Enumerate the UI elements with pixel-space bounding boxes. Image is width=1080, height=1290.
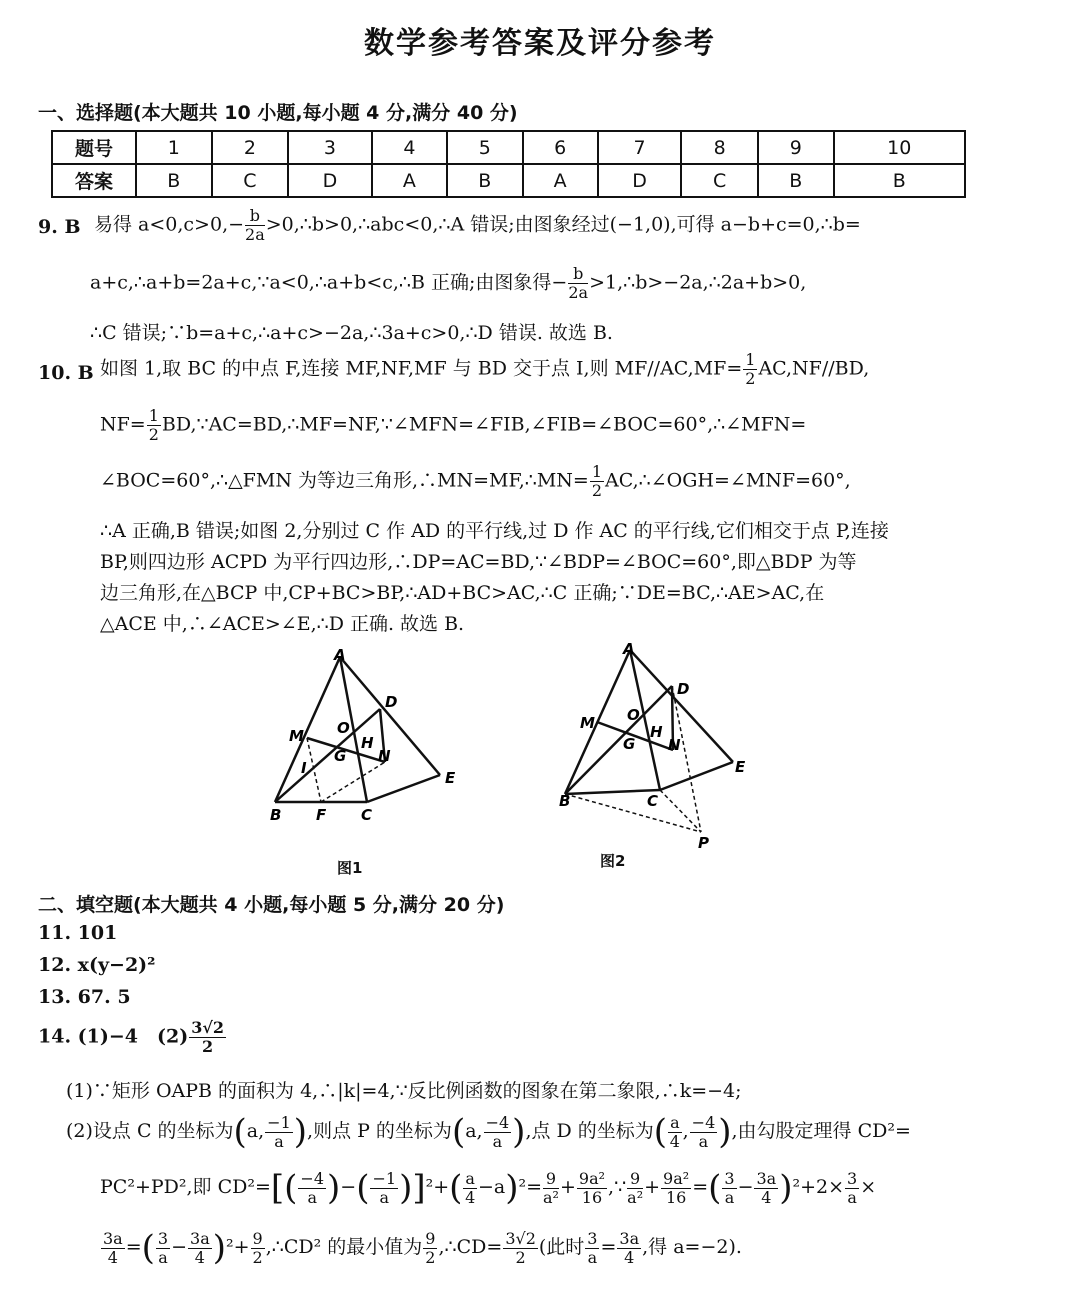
fraction	[754, 1168, 778, 1207]
table-header-cell: 题号	[52, 131, 136, 164]
fraction	[722, 1168, 736, 1207]
denominator: 2	[425, 1247, 436, 1267]
text-run: BD,∵AC=BD,∴MF=NF,∵∠MFN=∠FIB,∠FIB=∠BOC=60°,∴∠MFN=	[161, 413, 807, 436]
text-run: +2×	[800, 1176, 845, 1198]
fraction	[423, 1228, 437, 1267]
denominator: 2	[252, 1247, 263, 1267]
fraction	[585, 1228, 599, 1267]
answer-table	[51, 130, 966, 198]
text-run: =	[600, 1236, 617, 1258]
numerator: 3	[724, 1168, 735, 1188]
fraction	[503, 1228, 538, 1267]
numerator: 3a	[190, 1228, 210, 1248]
fraction	[668, 1112, 682, 1151]
fraction	[298, 1168, 326, 1207]
numerator: 9a²	[578, 1168, 606, 1188]
text-run: ,得 a=−2).	[642, 1236, 742, 1258]
q9-line-1	[94, 208, 861, 243]
label-A: A	[623, 640, 635, 658]
numerator: 3	[157, 1228, 169, 1248]
numerator: b	[568, 266, 588, 284]
numerator: 3	[587, 1228, 598, 1248]
table-cell: B	[758, 164, 834, 197]
text-run: +	[644, 1176, 661, 1198]
fraction	[188, 1228, 212, 1267]
text-run: ,点 D 的坐标为	[525, 1120, 654, 1142]
numerator: 3a	[619, 1228, 640, 1248]
answer-11: 11. 101	[38, 922, 118, 944]
table-cell: 9	[758, 131, 834, 164]
denominator: 16	[581, 1187, 603, 1207]
figure-1-diagram	[260, 645, 470, 830]
label-M: M	[289, 727, 304, 745]
denominator: a²	[543, 1187, 559, 1207]
denominator: 16	[665, 1187, 687, 1207]
text-run: NF=	[100, 413, 146, 436]
label-N: N	[668, 736, 681, 754]
label-N: N	[378, 747, 391, 765]
label-D: D	[385, 693, 398, 711]
text-run: AC,NF//BD,	[758, 357, 870, 380]
q10-line-3	[100, 464, 851, 499]
fraction	[590, 464, 604, 499]
numerator: 1	[745, 350, 756, 369]
numerator: 9	[543, 1171, 559, 1189]
text-run: 如图 1,取 BC 的中点 F,连接 MF,NF,MF 与 BD 交于点 I,则 MF//AC,MF=	[100, 357, 743, 380]
edge-CE	[660, 762, 733, 790]
table-cell: 2	[212, 131, 289, 164]
answer-14	[38, 1020, 227, 1055]
dashed-DP	[672, 686, 701, 832]
numerator: b	[245, 208, 265, 226]
q10-line-5: BP,则四边形 ACPD 为平行四边形,∴DP=AC=BD,∵∠BDP=∠BOC=60°,即△BDP 为等	[100, 551, 857, 573]
denominator: a	[847, 1187, 857, 1207]
fraction	[101, 1228, 125, 1267]
text-run: +	[233, 1236, 250, 1258]
label-E: E	[735, 758, 746, 776]
denominator: 2	[745, 369, 756, 388]
table-cell: A	[372, 164, 447, 197]
fraction	[156, 1228, 170, 1267]
denominator: a	[587, 1247, 598, 1267]
fraction	[627, 1168, 644, 1207]
dashed-MF	[307, 738, 321, 802]
denominator: a	[307, 1187, 317, 1207]
label-F: F	[316, 806, 327, 824]
numerator: 3	[847, 1168, 858, 1188]
q10-label: 10. B	[38, 362, 94, 384]
text-run: ×	[860, 1176, 877, 1198]
denominator: 4	[624, 1247, 635, 1267]
numerator: −1	[372, 1168, 397, 1188]
text-run: PC²+PD²,即 CD²=	[100, 1176, 271, 1198]
table-row	[52, 164, 965, 197]
text-run: ,则点 P 的坐标为	[307, 1120, 452, 1142]
text-run: (2)设点 C 的坐标为	[66, 1120, 234, 1142]
numerator: 1	[148, 406, 159, 425]
answer-12: 12. x(y−2)²	[38, 954, 156, 976]
text-run: ,∴CD=	[438, 1236, 503, 1258]
text-run: >0,∴b>0,∴abc<0,∴A 错误;由图象经过(−1,0),可得 a−b+c=0,∴b=	[265, 213, 861, 236]
edge-BC	[565, 790, 660, 794]
denominator: a	[724, 1187, 735, 1207]
label-H: H	[650, 723, 663, 741]
q9-line-2	[90, 266, 806, 301]
table-cell: B	[136, 164, 212, 197]
denominator: 4	[194, 1247, 205, 1267]
denominator: 2	[202, 1037, 214, 1056]
fraction	[577, 1168, 607, 1207]
text-run: a,	[465, 1120, 483, 1142]
figure-2-caption: 图2	[600, 852, 626, 870]
q10-line-1	[100, 352, 869, 387]
section-2-heading: 二、填空题(本大题共 4 小题,每小题 5 分,满分 20 分)	[38, 894, 505, 916]
text-run: ∠BOC=60°,∴△FMN 为等边三角形,∴MN=MF,∴MN=	[100, 469, 589, 492]
fraction	[484, 1112, 512, 1151]
numerator: −1	[267, 1112, 291, 1132]
table-row	[52, 131, 965, 164]
numerator: 3√2	[505, 1228, 536, 1248]
denominator: 2	[591, 481, 603, 500]
q10-line-6: 边三角形,在△BCP 中,CP+BC>BP,∴AD+BC>AC,∴C 正确;∵DE=BC,∴AE>AC,在	[100, 582, 825, 604]
denominator: a	[274, 1131, 284, 1151]
denominator: 4	[669, 1131, 680, 1151]
q10-line-2	[100, 408, 806, 443]
q14-part-2-line-2: PC²+PD²,即 CD²=[( $\frac{-4}{a}$ )−( $\frac{-1}{a}$ )]²+( $\frac{a}{4}$ −a)²= $\frac{9}{\text{a²}}$ + $\frac{\text{9a²}}{16}$ ,∵ $\frac{9}{\text{a²}}$ + $\frac{\text{9a²}}{16}$ =( $\frac{3}{a}$ − $\frac{3a}{4}$ )²+2× $\frac{3}{a}$ ×	[100, 1168, 877, 1208]
page-title: 数学参考答案及评分参考	[364, 26, 716, 61]
denominator: 4	[465, 1187, 476, 1207]
fraction	[370, 1168, 398, 1207]
numerator: −4	[485, 1112, 510, 1132]
label-P: P	[698, 834, 709, 852]
text-run: ,由勾股定理得 CD²=	[731, 1120, 911, 1142]
numerator: 3a	[103, 1228, 123, 1248]
numerator: 1	[591, 462, 603, 481]
text-run: +	[559, 1176, 576, 1198]
fraction	[661, 1168, 691, 1207]
label-O: O	[337, 719, 350, 737]
table-cell: D	[288, 164, 372, 197]
q9-line-3: ∴C 错误;∵b=a+c,∴a+c>−2a,∴3a+c>0,∴D 错误. 故选 B.	[90, 322, 613, 344]
text-run: 易得 a<0,c>0,−	[94, 213, 245, 236]
numerator: 9	[252, 1228, 263, 1248]
denominator: a	[698, 1131, 709, 1151]
q14-part-2-line-1: (2)设点 C 的坐标为(a, $\frac{-1}{a}$ ),则点 P 的坐标为(a, $\frac{-4}{a}$ ),点 D 的坐标为( $\frac{a}{4}$ , $\frac{-4}{a}$ ),由勾股定理得 CD²=	[66, 1112, 911, 1152]
table-cell: 10	[834, 131, 965, 164]
label-G: G	[623, 735, 636, 753]
text-run: 14. (1)−4 (2)	[38, 1025, 189, 1048]
fraction	[568, 266, 588, 301]
denominator: a	[379, 1187, 390, 1207]
denominator: 2a	[568, 283, 589, 302]
label-M: M	[580, 714, 595, 732]
edge-AB	[275, 657, 340, 802]
fraction	[189, 1020, 226, 1055]
fraction	[845, 1168, 859, 1207]
dashed-NF	[321, 762, 385, 802]
table-cell: C	[212, 164, 289, 197]
label-C: C	[647, 792, 659, 810]
edge-CE	[367, 775, 440, 802]
figure-2-diagram	[555, 640, 755, 855]
table-cell: 8	[681, 131, 758, 164]
numerator: 9a²	[663, 1168, 690, 1188]
section-1-heading: 一、选择题(本大题共 10 小题,每小题 4 分,满分 40 分)	[38, 102, 518, 124]
table-cell: 5	[447, 131, 523, 164]
fraction	[251, 1228, 265, 1267]
q14-part-2-line-3: $\frac{3a}{4}$ =( $\frac{3}{a}$ − $\frac{3a}{4}$ )²+ $\frac{9}{2}$ ,∴CD² 的最小值为 $\frac{9}{2}$ ,∴CD= $\frac{3√2}{2}$ (此时 $\frac{3}{a}$ = $\frac{3a}{4}$ ,得 a=−2).	[103, 1228, 742, 1268]
table-cell: 1	[136, 131, 212, 164]
text-run: (此时	[538, 1236, 585, 1258]
text-run: a,	[246, 1120, 265, 1142]
label-B: B	[559, 792, 571, 810]
numerator: a	[465, 1168, 475, 1188]
table-cell: A	[523, 164, 598, 197]
fraction	[543, 1168, 559, 1207]
fraction	[245, 208, 265, 243]
label-H: H	[361, 734, 374, 752]
table-cell: D	[598, 164, 682, 197]
numerator: 9	[627, 1171, 643, 1189]
q9-label: 9. B	[38, 216, 81, 238]
denominator: a²	[627, 1187, 644, 1207]
numerator: −4	[300, 1168, 325, 1188]
text-run: =	[692, 1176, 709, 1198]
numerator: 3√2	[191, 1018, 224, 1037]
q10-line-7: △ACE 中,∴∠ACE>∠E,∴D 正确. 故选 B.	[100, 613, 465, 635]
denominator: 4	[761, 1187, 772, 1207]
table-cell: 7	[598, 131, 682, 164]
answer-13: 13. 67. 5	[38, 986, 131, 1008]
denominator: a	[492, 1131, 503, 1151]
label-O: O	[627, 706, 640, 724]
table-cell: 3	[288, 131, 372, 164]
denominator: a	[158, 1247, 168, 1267]
text-run: ,∴CD² 的最小值为	[265, 1236, 423, 1258]
label-E: E	[445, 769, 456, 787]
fraction	[265, 1112, 293, 1151]
table-cell: 6	[523, 131, 598, 164]
dashed-BP	[565, 794, 701, 832]
text-run: a+c,∴a+b=2a+c,∵a<0,∴a+b<c,∴B 正确;由图象得−	[90, 271, 568, 294]
text-run: =	[526, 1176, 543, 1198]
fraction	[617, 1228, 641, 1267]
numerator: a	[670, 1112, 680, 1132]
label-C: C	[361, 806, 373, 824]
denominator: 2	[148, 425, 159, 444]
label-D: D	[677, 680, 690, 698]
label-B: B	[270, 806, 282, 824]
figure-1-caption: 图1	[337, 859, 363, 877]
denominator: 2	[515, 1247, 526, 1267]
q10-line-4: ∴A 正确,B 错误;如图 2,分别过 C 作 AD 的平行线,过 D 作 AC 的平行线,它们相交于点 P,连接	[100, 520, 889, 542]
numerator: 3a	[756, 1168, 777, 1188]
table-cell: B	[834, 164, 965, 197]
label-G: G	[334, 747, 347, 765]
numerator: −4	[691, 1112, 716, 1132]
numerator: 9	[425, 1228, 436, 1248]
table-cell: C	[681, 164, 758, 197]
fraction	[147, 408, 161, 443]
label-I: I	[301, 759, 307, 777]
text-run: AC,∴∠OGH=∠MNF=60°,	[605, 469, 851, 492]
text-run: =	[125, 1236, 142, 1258]
denominator: 2a	[245, 225, 265, 244]
fraction	[743, 352, 757, 387]
table-header-cell: 答案	[52, 164, 136, 197]
text-run: >1,∴b>−2a,∴2a+b>0,	[589, 271, 807, 294]
label-A: A	[334, 646, 346, 664]
table-cell: 4	[372, 131, 447, 164]
text-run: ,∵	[608, 1176, 627, 1198]
table-cell: B	[447, 164, 523, 197]
edge-AE	[630, 650, 733, 762]
q14-part-1: (1)∵矩形 OAPB 的面积为 4,∴|k|=4,∵反比例函数的图象在第二象限,∴k=−4;	[66, 1080, 742, 1102]
denominator: 4	[107, 1247, 118, 1267]
fraction	[690, 1112, 718, 1151]
fraction	[463, 1168, 477, 1207]
